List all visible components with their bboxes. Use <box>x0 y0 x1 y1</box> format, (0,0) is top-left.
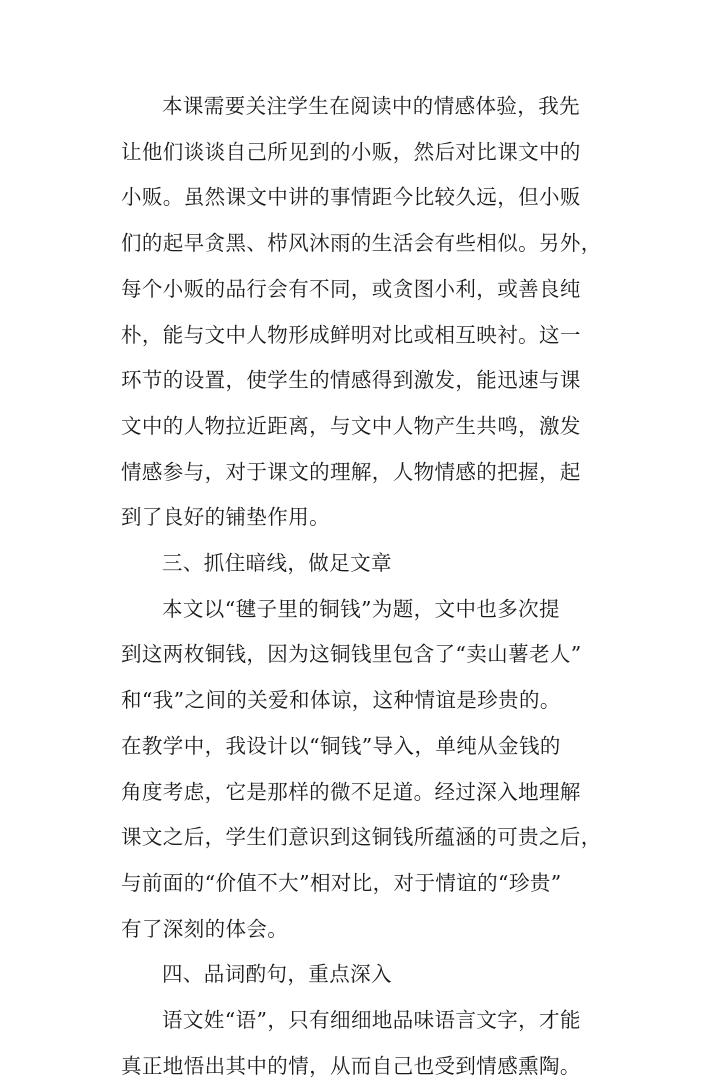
paragraph-1-line-5: 每个小贩的品行会有不同，或贪图小利，或善良纯 <box>121 276 581 301</box>
paragraph-3-line-1: 语文姓“语”，只有细细地品味语言文字，才能 <box>162 1008 581 1033</box>
paragraph-2-line-1: 本文以“毽子里的铜钱”为题，文中也多次提 <box>162 596 560 621</box>
paragraph-1 <box>121 84 601 541</box>
paragraph-1-line-4: 们的起早贪黑、栉风沐雨的生活会有些相似。另外， <box>121 231 602 256</box>
document-page <box>121 84 601 1089</box>
paragraph-2-line-8: 有了深刻的体会。 <box>121 916 289 941</box>
section-heading-3: 三、抓住暗线，做足文章 <box>162 551 392 576</box>
paragraph-1-line-1: 本课需要关注学生在阅读中的情感体验，我先 <box>162 94 580 118</box>
paragraph-2 <box>121 587 601 953</box>
paragraph-2-line-7: 与前面的“价值不大”相对比，对于情谊的“珍贵” <box>121 870 562 895</box>
paragraph-2-line-4: 在教学中，我设计以“铜钱”导入，单纯从金钱的 <box>121 733 561 758</box>
paragraph-1-line-8: 文中的人物拉近距离，与文中人物产生共鸣，激发 <box>121 413 581 438</box>
paragraph-3 <box>121 998 601 1089</box>
paragraph-1-line-6: 朴，能与文中人物形成鲜明对比或相互映衬。这一 <box>121 322 581 347</box>
paragraph-1-line-9: 情感参与，对于课文的理解，人物情感的把握，起 <box>121 459 581 484</box>
paragraph-3-line-2: 真正地悟出其中的情，从而自己也受到情感熏陶。 <box>121 1053 581 1078</box>
section-heading-4: 四、品词酌句，重点深入 <box>162 962 392 987</box>
paragraph-1-line-7: 环节的设置，使学生的情感得到激发，能迅速与课 <box>121 368 581 393</box>
paragraph-2-line-3: 和“我”之间的关爱和体谅，这种情谊是珍贵的。 <box>121 688 561 713</box>
paragraph-1-line-2: 让他们谈谈自己所见到的小贩，然后对比课文中的 <box>121 139 581 164</box>
paragraph-1-line-3: 小贩。虽然课文中讲的事情距今比较久远，但小贩 <box>121 185 581 210</box>
paragraph-2-line-6: 课文之后，学生们意识到这铜钱所蕴涵的可贵之后， <box>121 825 602 850</box>
paragraph-2-line-2: 到这两枚铜钱，因为这铜钱里包含了“卖山薯老人” <box>121 642 582 667</box>
paragraph-2-line-5: 角度考虑，它是那样的微不足道。经过深入地理解 <box>121 779 581 804</box>
paragraph-1-line-10: 到了良好的铺垫作用。 <box>121 505 330 530</box>
